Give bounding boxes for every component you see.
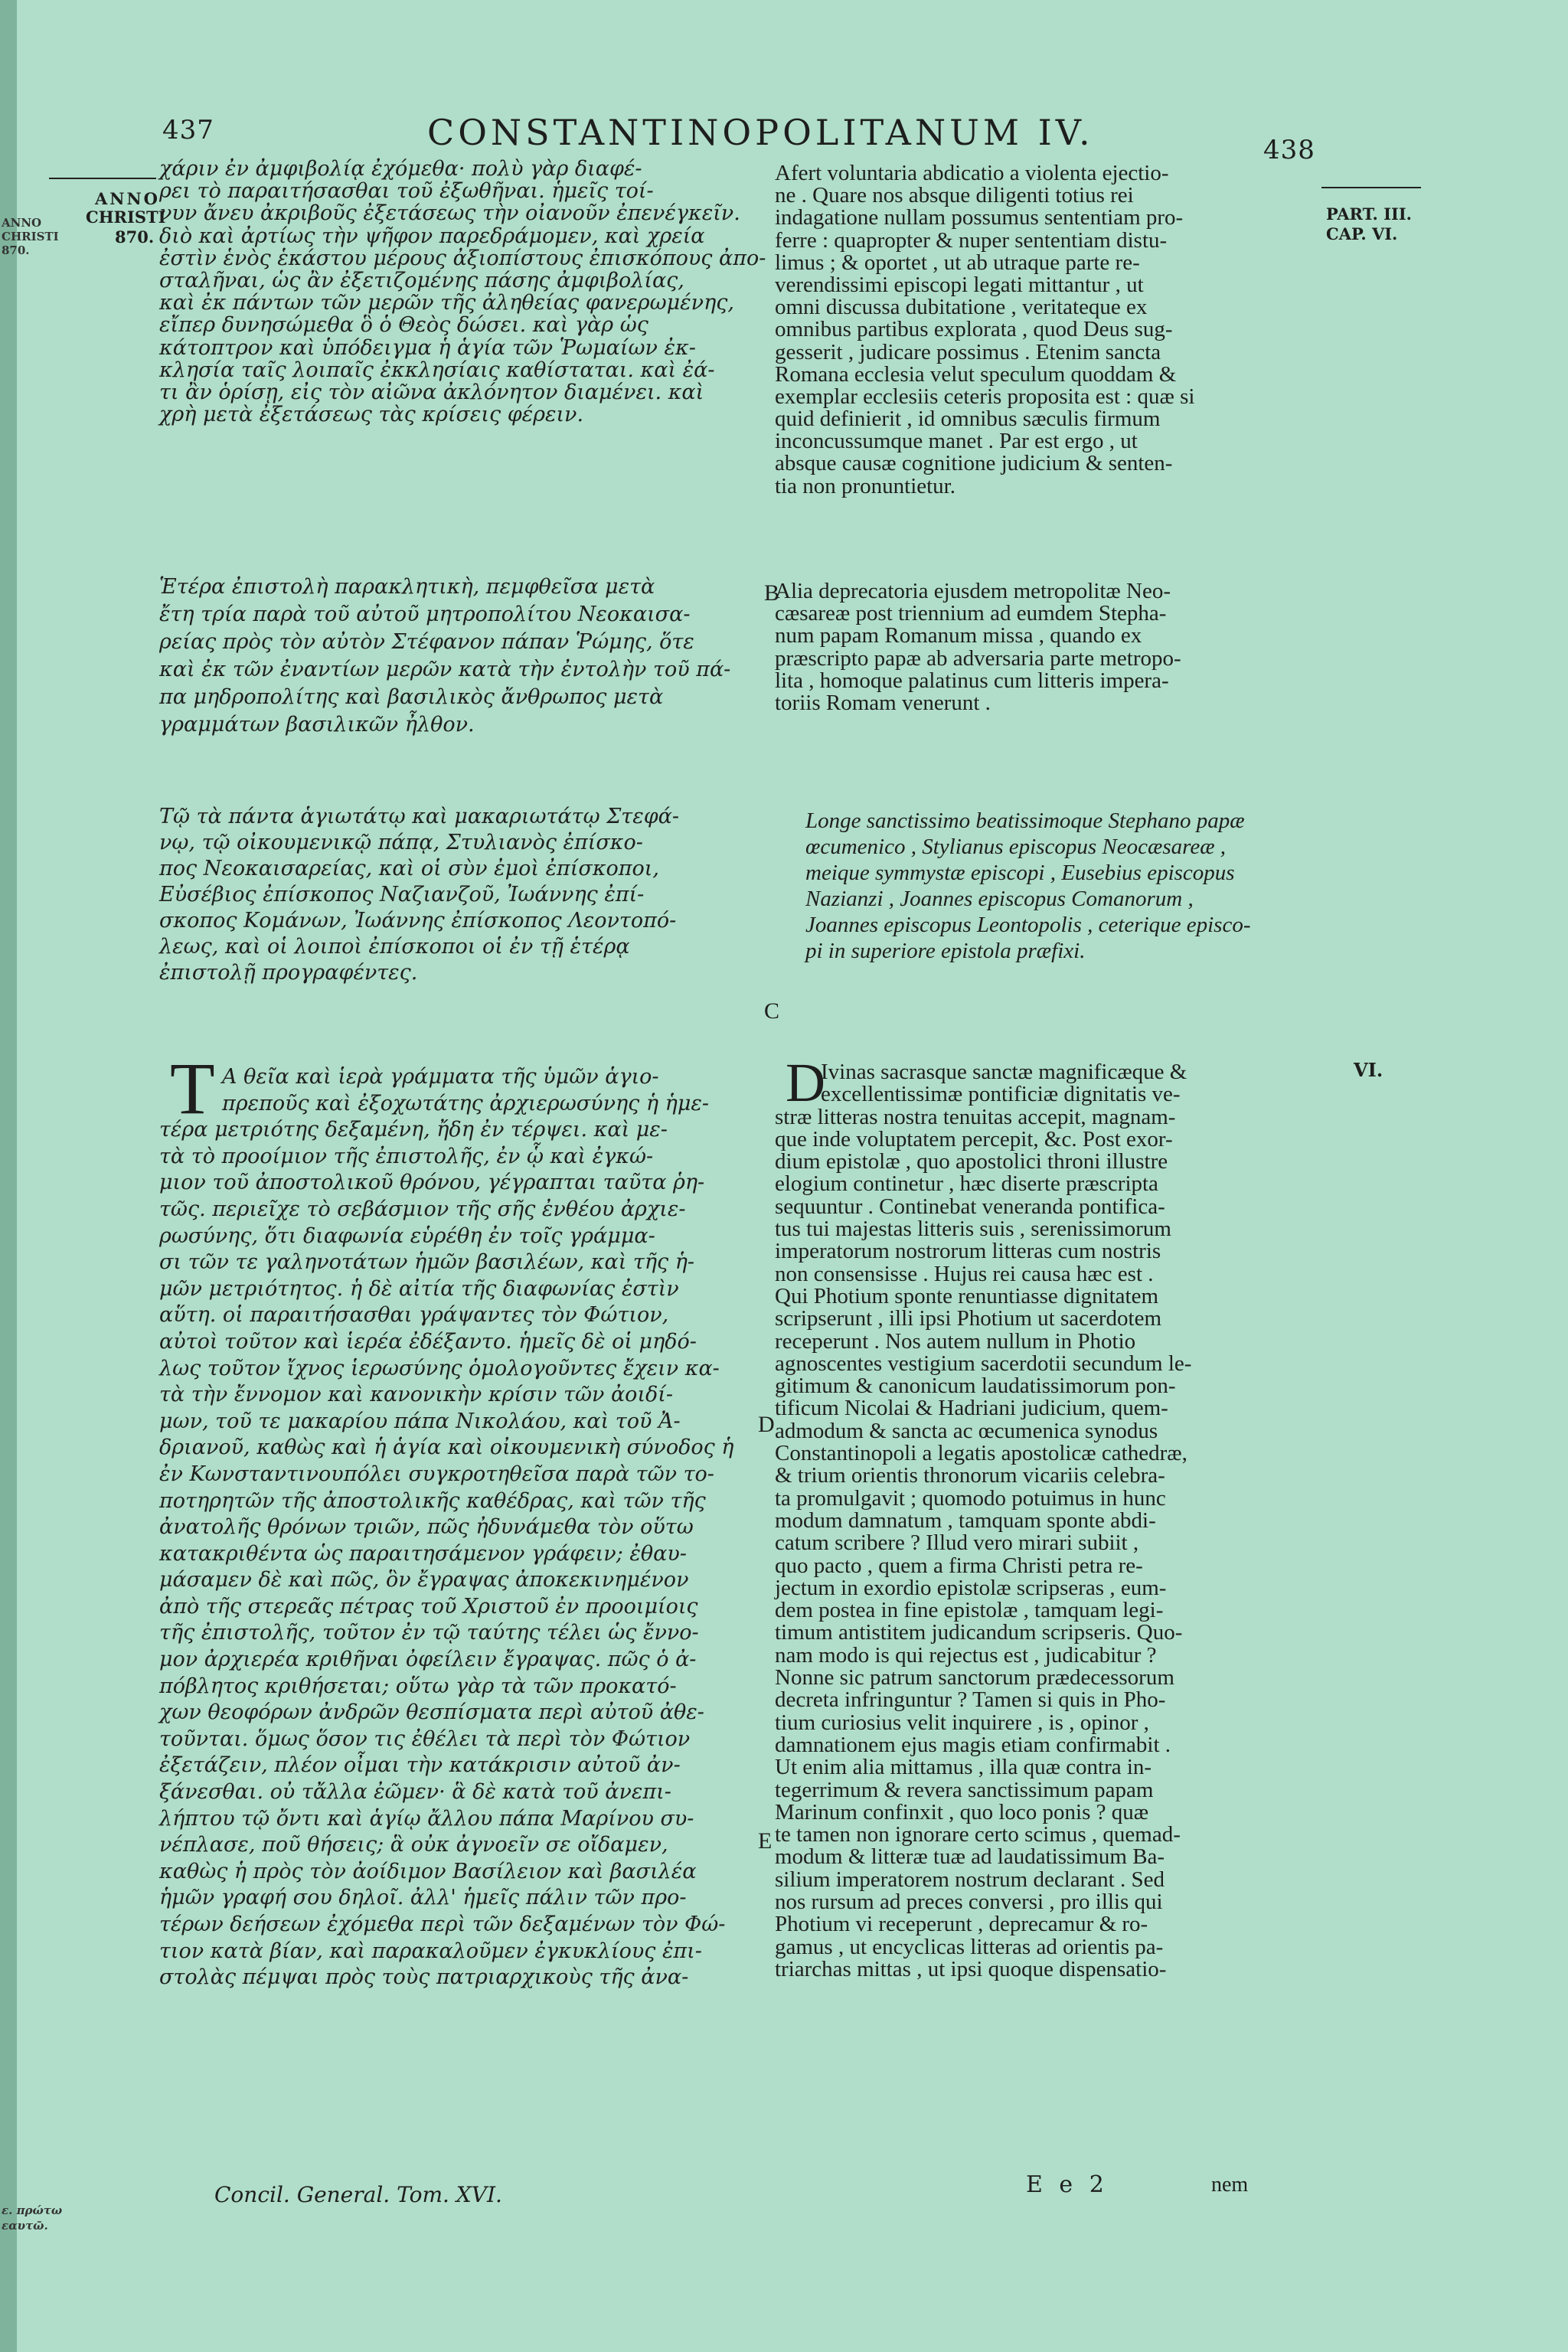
greek-line: κλησία ταῖς λοιπαῖς ἐκκλησίαις καθίσταται. καὶ ἐά- — [159, 358, 715, 382]
latin-line: catum scribere ? Illud vero mirari subiit , — [775, 1530, 1139, 1556]
margin-christi: CHRISTI — [86, 207, 166, 227]
left-page-number: 437 — [162, 115, 214, 145]
greek-line: νῳ, τῷ οἰκουμενικῷ πάπᾳ, Στυλιανὸς ἐπίσκο- — [159, 831, 643, 854]
latin-line: ta promulgavit ; quomodo potuimus in hunc — [775, 1485, 1166, 1511]
latin-line: & trium orientis thronorum vicariis celebra- — [775, 1463, 1165, 1488]
section2-greek — [159, 576, 730, 741]
latin-line: damnationem ejus magis etiam confirmabit . — [775, 1732, 1171, 1757]
latin-line: imperatorum nostrorum litteras cum nostris — [775, 1239, 1161, 1264]
prev-margin-christi: CHRISTI — [2, 230, 59, 243]
latin-line: scripserunt , illi ipsi Photium ut sacerdotem — [775, 1306, 1162, 1331]
section2-latin — [775, 580, 1181, 714]
prev-margin-anno: ANNO — [2, 216, 42, 230]
greek-line: Ἑτέρα ἐπιστολὴ παρακλητικὴ, πεμφθεῖσα μετὰ — [159, 575, 655, 599]
greek-line: τὰ τὴν ἔννομον καὶ κανονικὴν κρίσιν τῶν ἀοιδί- — [159, 1383, 673, 1407]
latin-line: non consensisse . Hujus rei causa hæc est . — [775, 1261, 1154, 1286]
greek-line: μων, τοῦ τε μακαρίου πάπα Νικολάου, καὶ τοῦ Ἀ- — [159, 1409, 681, 1433]
latin-line: ferre : quapropter & nuper sententiam distu- — [775, 227, 1168, 253]
greek-line: ἐν Κωνσταντινουπόλει συγκροτηθεῖσα παρὰ τῶν το- — [159, 1462, 714, 1486]
latin-line: lita , homoque palatinus cum litteris impera- — [775, 668, 1169, 693]
greek-line: τι ἂν ὁρίσῃ, εἰς τὸν αἰῶνα ἀκλόνητον διαμένει. καὶ — [159, 380, 704, 404]
greek-line: πρεποῦς καὶ ἐξοχωτάτης ἀρχιερωσύνης ἡ ἡμε- — [222, 1091, 709, 1116]
greek-line: λήπτου τῷ ὄντι καὶ ἁγίῳ ἄλλου πάπα Μαρίνου συ- — [159, 1806, 694, 1831]
section4-latin — [775, 1061, 1191, 1981]
latin-line: Afert voluntaria abdicatio a violenta ejectio- — [775, 161, 1169, 185]
running-title: CONSTANTINOPOLITANUM IV. — [427, 112, 1094, 153]
margin-cap: CAP. VI. — [1326, 224, 1398, 243]
latin-line: quo pacto , quem a firma Christi petra re- — [775, 1553, 1143, 1578]
greek-line: χρὴ μετὰ ἐξετάσεως τὰς κρίσεις φέρειν. — [159, 403, 584, 427]
margin-anno: ANNO — [95, 189, 160, 208]
greek-line: νυν ἄνευ ἀκριβοῦς ἐξετάσεως τὴν οἰανοῦν ἐπενέγκεῖν. — [159, 201, 740, 226]
greek-line: δριανοῦ, καθὼς καὶ ἡ ἁγία καὶ οἰκουμενικὴ σύνοδος ἡ — [159, 1436, 734, 1460]
greek-line: στολὰς πέμψαι πρὸς τοὺς πατριαρχικοὺς τῆς ἀνα- — [159, 1965, 689, 1990]
latin-line: limus ; & oportet , ut ab utraque parte re- — [775, 250, 1140, 275]
margin-section-number: VI. — [1354, 1059, 1383, 1081]
latin-line: Alia deprecatoria ejusdem metropolitæ Neo- — [775, 579, 1171, 603]
header-rule-right — [1321, 187, 1421, 188]
greek-line: Τῷ τὰ πάντα ἁγιωτάτῳ καὶ μακαριωτάτῳ Στεφά- — [159, 805, 679, 828]
latin-line: Nazianzi , Joannes episcopus Comanorum , — [805, 887, 1194, 911]
latin-line: Ut enim alia mittamus , illa quæ contra in- — [775, 1755, 1152, 1780]
greek-line: καὶ ἐκ τῶν ἐναντίων μερῶν κατὰ τὴν ἐντολὴν τοῦ πά- — [159, 658, 731, 681]
greek-line: τοῦνται. ὅμως ὅσον τις ἐθέλει τὰ περὶ τὸν Φώτιον — [159, 1726, 691, 1751]
greek-line: εἴπερ δυνησώμεθα ὃ ὁ Θεὸς δώσει. καὶ γὰρ ὡς — [159, 313, 648, 338]
greek-line: ποτηρητῶν τῆς ἀποστολικῆς καθέδρας, καὶ τῶν τῆς — [159, 1488, 706, 1513]
latin-line: decreta infringuntur ? Tamen si quis in Pho- — [775, 1687, 1166, 1713]
latin-line: omnibus partibus explorata , quod Deus sug- — [775, 317, 1173, 342]
latin-line: indagatione nullam possumus sententiam pro- — [775, 205, 1184, 230]
greek-line: ἔτη τρία παρὰ τοῦ αὐτοῦ μητροπολίτου Νεοκαισα- — [159, 603, 691, 626]
header-rule-left — [49, 178, 156, 179]
greek-line: ἀπὸ τῆς στερεᾶς πέτρας τοῦ Χριστοῦ ἐν προοιμίοις — [159, 1594, 698, 1619]
latin-line: Constantinopoli a legatis apostolicæ cathedræ, — [775, 1441, 1187, 1466]
greek-line: διὸ καὶ ἀρτίως τὴν ψῆφον παρεδράμομεν, καὶ χρεία — [159, 224, 705, 248]
latin-line: num papam Romanum missa , quando ex — [775, 623, 1142, 648]
greek-line: μον ἀρχιερέα κριθῆναι ὀφείλειν ἔγραψας. πῶς ὁ ἀ- — [159, 1648, 697, 1672]
greek-line: κατακριθέντα ὡς παραιτησάμενον γράφειν; ἐθαυ- — [159, 1541, 687, 1566]
latin-line: gesserit , judicare possimus . Etenim sancta — [775, 339, 1161, 364]
greek-line: τὰ τὸ προοίμιον τῆς ἐπιστολῆς, ἐν ᾧ καὶ ἐγκώ- — [159, 1144, 654, 1168]
greek-line: λως τοῦτον ἴχνος ἱερωσύνης ὁμολογοῦντες ἔχειν κα- — [159, 1356, 720, 1380]
latin-line: gitimum & canonicum laudatissimorum pon- — [775, 1374, 1176, 1399]
latin-line: admodum & sancta ac œcumenica synodus — [775, 1418, 1158, 1443]
latin-line: toriis Romam venerunt . — [775, 690, 991, 715]
latin-line: tus tui majestas litteris suis , serenissimorum — [775, 1217, 1171, 1242]
latin-line: nos rursum ad preces conversi , pro illis qui — [775, 1889, 1163, 1914]
latin-line: jectum in exordio epistolæ scripseras , eum- — [775, 1575, 1167, 1600]
greek-line: τῶς. περιεῖχε τὸ σεβάσμιον τῆς σῆς ἐνθέου ἀρχιε- — [159, 1197, 686, 1221]
signature-mark: E e 2 — [1026, 2171, 1109, 2198]
section1-latin — [775, 162, 1194, 498]
greek-line: ρείας πρὸς τὸν αὐτὸν Στέφανον πάπαν Ῥώμης, ὅτε — [159, 630, 694, 654]
greek-line: μῶν μετριότητος. ἡ δὲ αἰτία τῆς διαφωνίας ἐστὶν — [159, 1276, 679, 1301]
latin-line: que inde voluptatem percepit, &c. Post exor- — [775, 1126, 1173, 1152]
section-letter-e: E — [758, 1828, 773, 1854]
latin-line: tegerrimum & revera sanctissimum papam — [775, 1777, 1154, 1802]
section3-latin — [805, 810, 1251, 966]
greek-line: ἐξετάζειν, πλέον οἶμαι τὴν κατάκρισιν αὐτοῦ ἀν- — [159, 1753, 681, 1778]
greek-line: καθὼς ἡ πρὸς τὸν ἀοίδιμον Βασίλειον καὶ βασιλέα — [159, 1859, 697, 1883]
greek-line: πα μηδροπολίτης καὶ βασιλικὸς ἄνθρωπος μετὰ — [159, 685, 664, 709]
latin-line: te tamen non ignorare certo scimus , quemad- — [775, 1822, 1181, 1847]
greek-line: χων θεοφόρων ἀνδρῶν θεσπίσματα περὶ αὐτοῦ ἀθε- — [159, 1700, 704, 1725]
greek-line: ξάνεσθαι. οὐ τἄλλα ἐῶμεν· ἃ δὲ κατὰ τοῦ ἀνεπι- — [159, 1780, 671, 1805]
greek-line: σταλῆναι, ὡς ἂν ἐξετιζομένης πάσης ἀμφιβολίας, — [159, 268, 684, 292]
latin-line: verendissimi episcopi legati mittantur , ut — [775, 272, 1144, 297]
latin-line: pi in superiore epistola præfixi. — [805, 939, 1086, 963]
greek-line: τιον κατὰ βίαν, καὶ παρακαλοῦμεν ἐγκυκλίους ἐπι- — [159, 1939, 702, 1963]
prev-margin-note-1: ε. πρώτω — [2, 2203, 63, 2217]
section-letter-d: D — [758, 1412, 775, 1437]
greek-line: ρει τὸ παραιτήσασθαι τοῦ ἐξωθῆναι. ἡμεῖς τοί- — [159, 179, 654, 204]
latin-line: Longe sanctissimo beatissimoque Stephano papæ — [805, 808, 1245, 833]
latin-line: agnoscentes vestigium sacerdotii secundum le- — [775, 1351, 1192, 1376]
latin-line: silium imperatorem nostrum declarant . Sed — [775, 1867, 1165, 1892]
latin-line: omni discussa dubitatione , veritateque ex — [775, 295, 1148, 320]
section4-greek — [159, 1066, 733, 1993]
footer-source: Concil. General. Tom. XVI. — [214, 2182, 502, 2207]
prev-margin-note-2: εαυτῶ. — [2, 2219, 48, 2233]
latin-line: Ivinas sacrasque sanctæ magnificæque & — [821, 1060, 1187, 1084]
greek-line: πος Νεοκαισαρείας, καὶ οἱ σὺν ἐμοὶ ἐπίσκοποι, — [159, 857, 659, 880]
greek-line: χάριν ἐν ἀμφιβολίᾳ ἐχόμεθα· πολὺ γὰρ διαφέ- — [159, 157, 642, 181]
latin-line: dem postea in fine epistolæ , tamquam legi- — [775, 1598, 1164, 1623]
latin-line: absque causæ cognitione judicium & senten- — [775, 451, 1173, 476]
greek-line: τῆς ἐπιστολῆς, τοῦτον ἐν τῷ ταύτης τέλει ὡς ἔννο- — [159, 1621, 699, 1645]
latin-line: Nonne sic patrum sanctorum prædecessorum — [775, 1665, 1174, 1690]
greek-line: τέρα μετριότης δεξαμένη, ἤδη ἐν τέρψει. καὶ με- — [159, 1118, 668, 1142]
latin-line: meique symmystæ episcopi , Eusebius episcopus — [805, 861, 1235, 885]
latin-line: quid definierit , id omnibus sæculis firmum — [775, 407, 1161, 432]
latin-line: Qui Photium sponte renuntiasse dignitatem — [775, 1283, 1159, 1308]
latin-line: stræ litteras nostra tenuitas accepit, magnam- — [775, 1104, 1176, 1129]
latin-line: nam modo is qui rejectus est , judicabitur ? — [775, 1642, 1157, 1668]
greek-line: νέπλασε, ποῦ θήσεις; ἃ οὐκ ἀγνοεῖν σε οἴδαμεν, — [159, 1833, 668, 1857]
prev-margin-year: 870. — [2, 243, 30, 257]
latin-line: Photium vi receperunt , deprecamur & ro- — [775, 1912, 1148, 1937]
latin-line: dium epistolæ , quo apostolici throni illustre — [775, 1149, 1168, 1174]
greek-line: Α θεῖα καὶ ἱερὰ γράμματα τῆς ὑμῶν ἁγιο- — [222, 1065, 659, 1089]
greek-line: μιον τοῦ ἀποστολικοῦ θρόνου, γέγραπται ταῦτα ῥη- — [159, 1171, 705, 1195]
section3-greek — [159, 805, 679, 988]
page-gutter — [0, 0, 17, 2352]
greek-line: λεως, καὶ οἱ λοιποὶ ἐπίσκοποι οἱ ἐν τῇ ἑτέρᾳ — [159, 935, 630, 959]
latin-line: Joannes episcopus Leontopolis , ceterique episco- — [805, 913, 1251, 937]
latin-line: cæsareæ post triennium ad eumdem Stepha- — [775, 601, 1167, 626]
greek-line: ἐπιστολῇ προγραφέντες. — [159, 961, 418, 985]
latin-line: tium curiosius velit inquirere , is , opinor , — [775, 1710, 1149, 1735]
greek-line: τέρων δεήσεων ἐχόμεθα περὶ τῶν δεξαμένων τὸν Φώ- — [159, 1913, 726, 1936]
greek-line: ρωσύνης, ὅτι διαφωνία εὑρέθη ἐν τοῖς γράμμα- — [159, 1223, 655, 1248]
catchword: nem — [1211, 2173, 1249, 2197]
latin-line: modum damnatum , tamquam sponte abdi- — [775, 1508, 1156, 1533]
latin-line: œcumenico , Stylianus episcopus Neocæsareæ , — [805, 835, 1227, 859]
latin-line: sequuntur . Continebat veneranda pontifica- — [775, 1194, 1165, 1219]
margin-part: PART. III. — [1326, 204, 1412, 224]
latin-drop-cap: D — [786, 1052, 825, 1113]
greek-line: ἀνατολῆς θρόνων τριῶν, πῶς ἠδυνάμεθα τὸν οὕτω — [159, 1515, 694, 1540]
right-page-number: 438 — [1263, 135, 1315, 165]
latin-line: triarchas mittas , ut ipsi quoque dispensatio- — [775, 1956, 1167, 1981]
latin-line: elogium continetur , hæc diserte præscripta — [775, 1171, 1158, 1197]
latin-line: excellentissimæ pontificiæ dignitatis ve- — [821, 1082, 1181, 1107]
section-letter-c: C — [764, 998, 780, 1024]
greek-line: πόβλητος κριθήσεται; οὕτω γὰρ τὰ τῶν προκατό- — [159, 1674, 677, 1698]
greek-line: αὐτοὶ τοῦτον καὶ ἱερέα ἐδέξαντο. ἡμεῖς δὲ οἱ μηδό- — [159, 1329, 697, 1354]
greek-line: Εὐσέβιος ἐπίσκοπος Ναζιανζοῦ, Ἰωάννης ἐπί- — [159, 883, 645, 906]
latin-line: ne . Quare nos absque diligenti totius rei — [775, 183, 1134, 208]
latin-line: tia non pronuntietur. — [775, 473, 956, 498]
margin-year: 870. — [115, 227, 155, 247]
greek-line: σι τῶν τε γαληνοτάτων ἡμῶν βασιλέων, καὶ τῆς ἡ- — [159, 1250, 695, 1275]
latin-line: præscripto papæ ab adversaria parte metropo- — [775, 645, 1181, 671]
greek-line: μάσαμεν δὲ καὶ πῶς, ὃν ἔγραψας ἀποκεκινημένον — [159, 1568, 689, 1592]
greek-line: ἡμῶν γραφή σου δηλοῖ. ἀλλ' ἡμεῖς πάλιν τῶν προ- — [159, 1886, 687, 1910]
greek-line: γραμμάτων βασιλικῶν ἦλθον. — [159, 713, 475, 737]
section1-greek — [159, 158, 766, 426]
latin-line: gamus , ut encyclicas litteras ad orientis pa- — [775, 1934, 1164, 1959]
latin-line: Romana ecclesia velut speculum quoddam & — [775, 361, 1177, 387]
latin-line: inconcussumque manet . Par est ergo , ut — [775, 429, 1138, 454]
latin-line: Marinum confinxit , quo loco ponis ? quæ — [775, 1799, 1149, 1824]
latin-line: tificum Nicolai & Hadriani judicium, quem- — [775, 1396, 1168, 1421]
greek-line: σκοπος Κομάνων, Ἰωάννης ἐπίσκοπος Λεοντοπό- — [159, 909, 677, 933]
greek-line: ἐστὶν ἑνὸς ἑκάστου μέρους ἀξιοπίστους ἐπισκόπους ἀπο- — [159, 246, 766, 270]
latin-line: modum & litteræ tuæ ad laudatissimum Ba- — [775, 1844, 1165, 1870]
latin-line: timum antistitem judicandum scripseris. Quo- — [775, 1620, 1183, 1645]
latin-line: receperunt . Nos autem nullum in Photio — [775, 1328, 1136, 1354]
greek-line: αὕτη. οἱ παραιτήσασθαι γράψαντες τὸν Φώτιον, — [159, 1303, 669, 1328]
section-letter-b: B — [764, 580, 780, 606]
latin-line: exemplar ecclesiis ceteris proposita est : quæ si — [775, 384, 1195, 409]
greek-drop-cap: Τ — [170, 1047, 215, 1129]
greek-line: καὶ ἐκ πάντων τῶν μερῶν τῆς ἀληθείας φανερωμένης, — [159, 291, 734, 315]
greek-line: κάτοπτρον καὶ ὑπόδειγμα ἡ ἁγία τῶν Ῥωμαίων ἐκ- — [159, 335, 696, 360]
